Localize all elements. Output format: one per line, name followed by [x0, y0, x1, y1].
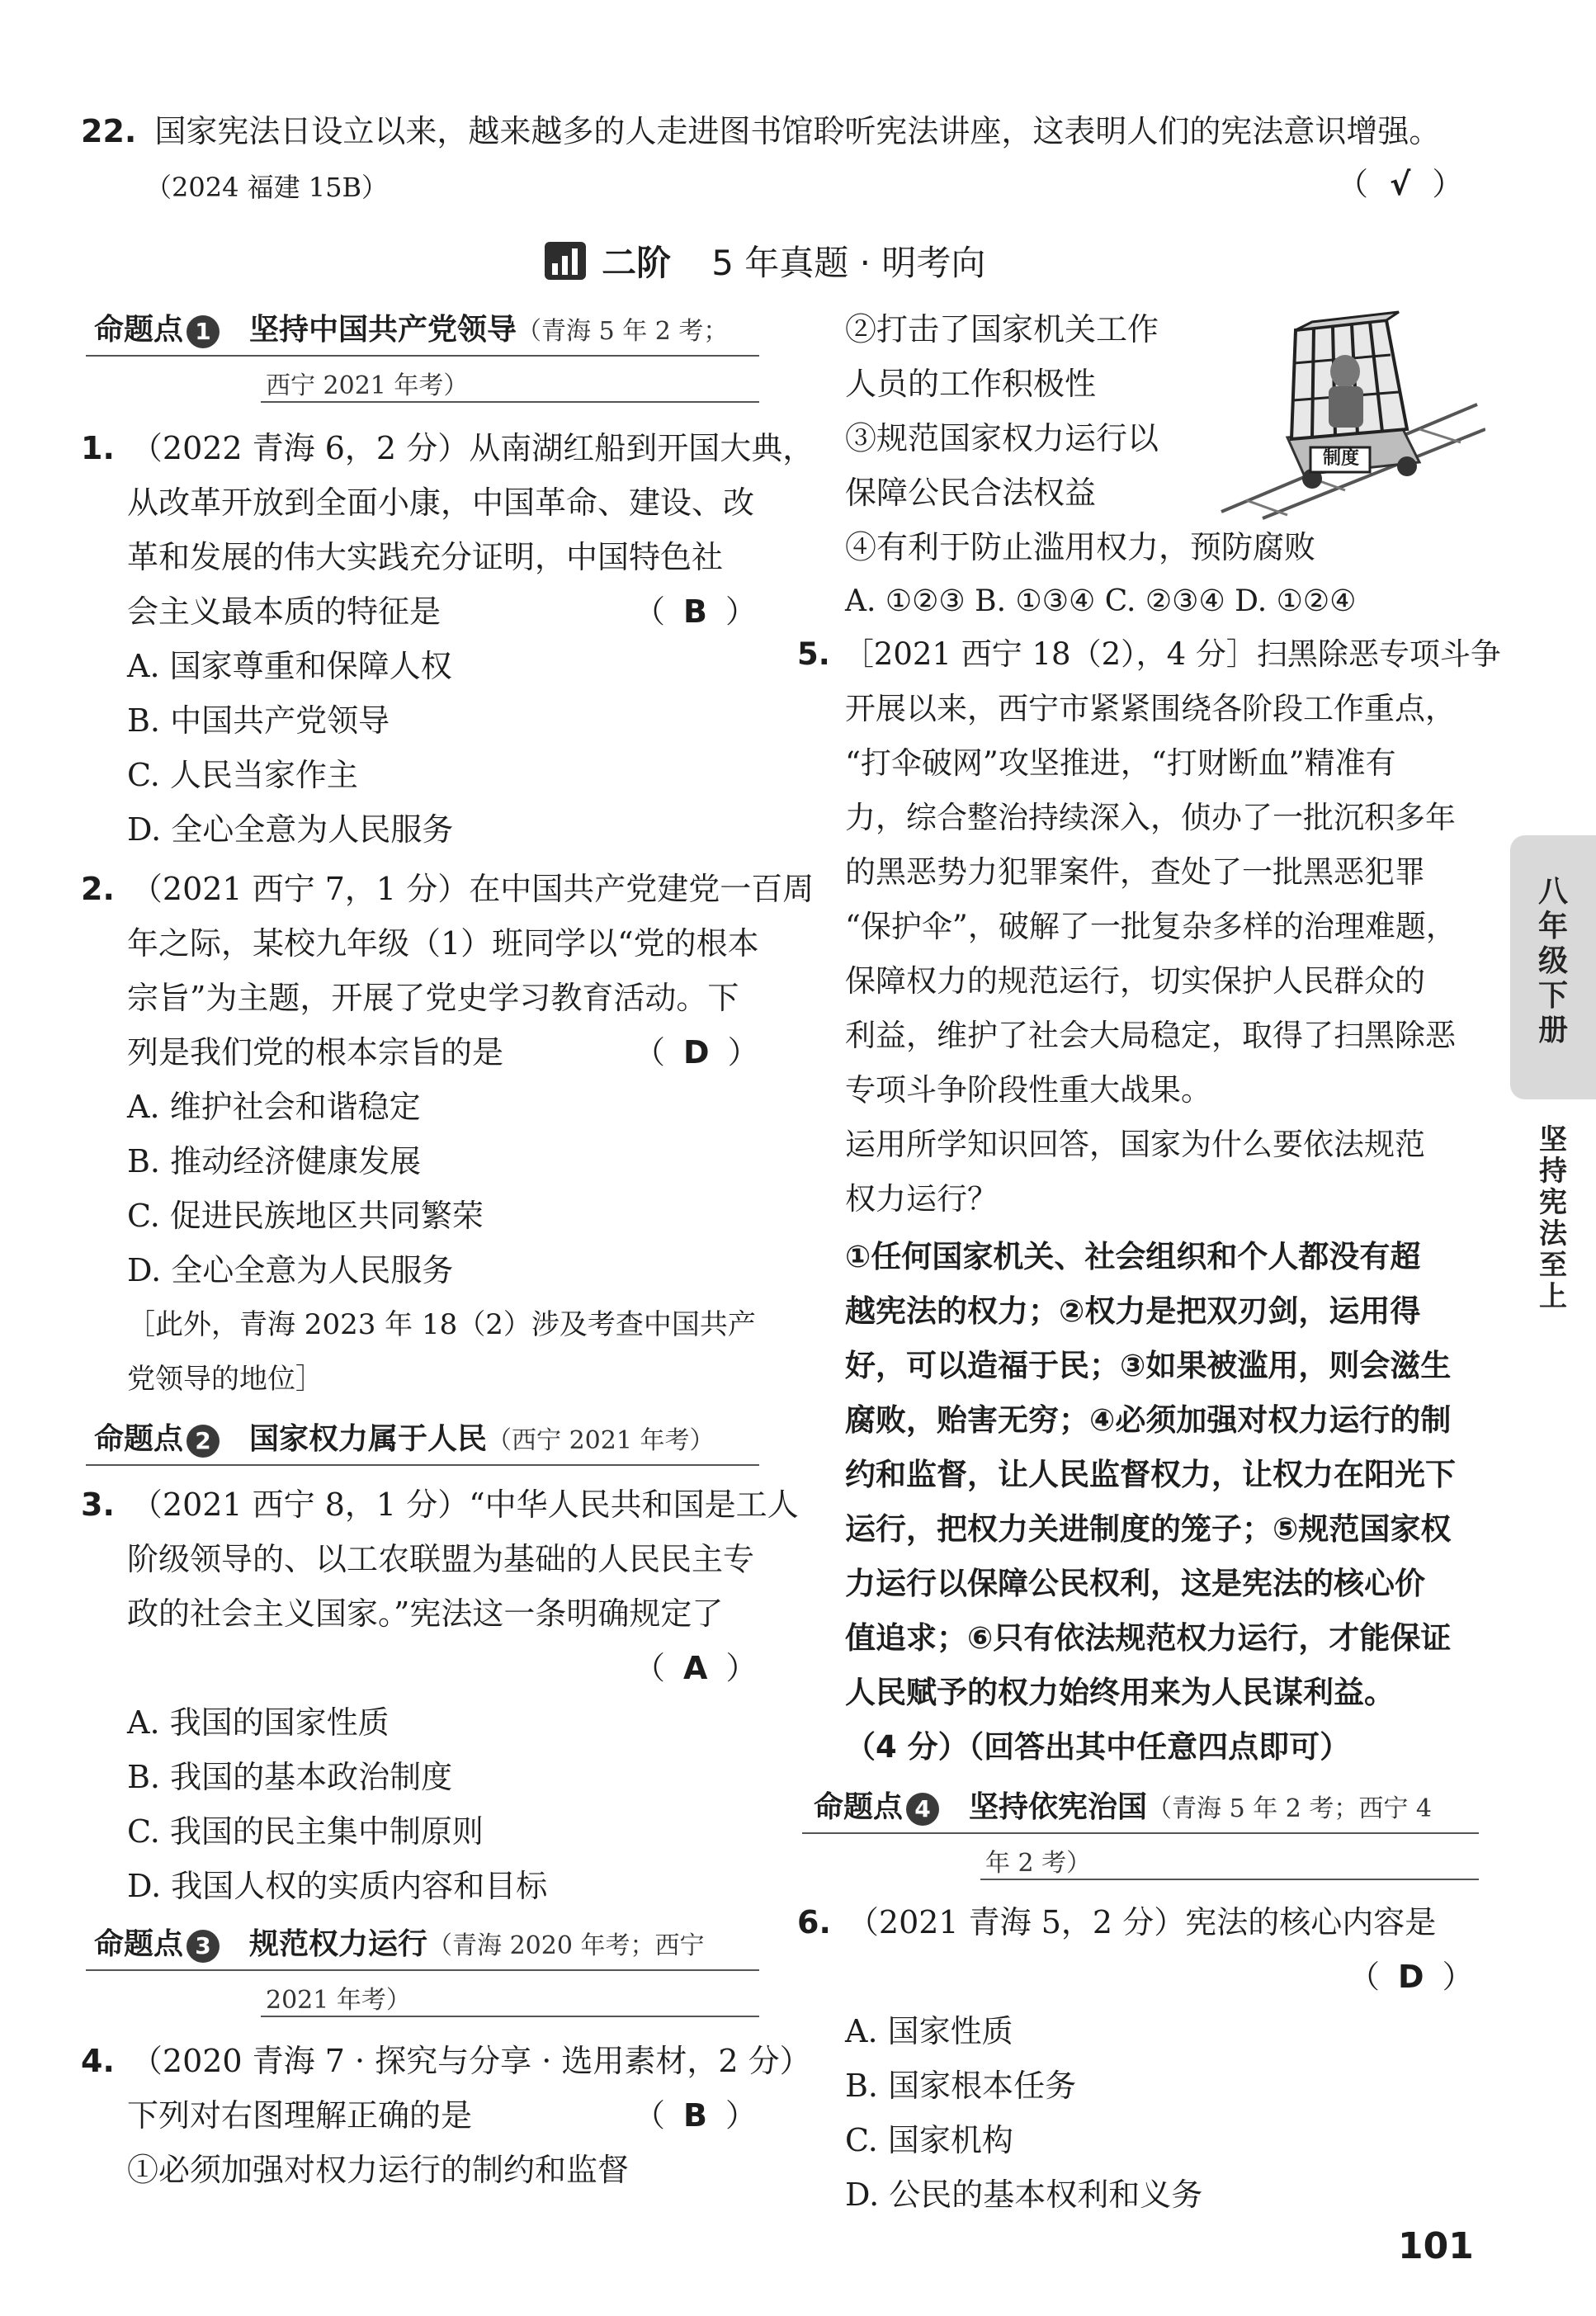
answer-bracket: （ √ ） — [1337, 166, 1464, 202]
divider — [86, 1464, 759, 1466]
divider — [86, 355, 759, 357]
question-text: 的黑恶势力犯罪案件，查处了一批黑恶犯罪 — [845, 854, 1425, 890]
question-6: 6. （2021 青海 5，2 分）宪法的核心内容是 — [797, 1904, 1437, 1940]
question-text: 会主义最本质的特征是 — [127, 593, 441, 630]
question-text: 从改革开放到全面小康，中国革命、建设、改 — [127, 484, 755, 521]
answer-text: 腐败，贻害无穷；④必须加强对权力运行的制 — [845, 1402, 1452, 1438]
statement: ②打击了国家机关工作 — [845, 311, 1159, 347]
answer-text: 越宪法的权力；②权力是把双刃剑，运用得 — [845, 1293, 1421, 1329]
answer-text: ①任何国家机关、社会组织和个人都没有超 — [845, 1239, 1421, 1274]
topic-number-badge: 4 — [906, 1793, 939, 1826]
answer-text: 力运行以保障公民权利，这是宪法的核心价 — [845, 1566, 1425, 1601]
question-text: 政的社会主义国家。”宪法这一条明确规定了 — [127, 1595, 724, 1632]
answer-text: 好，可以造福于民；③如果被滥用，则会滋生 — [845, 1348, 1452, 1383]
topic-number-badge: 3 — [187, 1930, 220, 1963]
topic-3-source-cont: 2021 年考） — [266, 1986, 411, 2015]
question-3: 3. （2021 西宁 8，1 分）“中华人民共和国是工人 — [81, 1486, 799, 1523]
question-4: 4. （2020 青海 7 · 探究与分享 · 选用素材，2 分） — [81, 2043, 811, 2079]
question-source: （2024 福建 15B） — [145, 172, 389, 203]
section-header — [545, 236, 985, 286]
answer-mark: A — [683, 1650, 708, 1686]
option: C. 国家机构 — [845, 2122, 1013, 2158]
answer-text: （4 分）（回答出其中任意四点即可） — [845, 1729, 1351, 1765]
divider — [802, 1832, 1479, 1834]
question-text: 权力运行？ — [845, 1181, 998, 1217]
option: C. 促进民族地区共同繁荣 — [127, 1198, 484, 1234]
topic-3-header: 命题点 3 规范权力运行（青海 2020 年考；西宁 — [94, 1927, 705, 1961]
question-22 — [81, 104, 1440, 158]
cage-cart-illustration — [1213, 305, 1485, 520]
answer-bracket: （ B ） — [634, 593, 757, 630]
question-text: 列是我们党的根本宗旨的是 — [127, 1034, 504, 1071]
options-line: A. ①②③ B. ①③④ C. ②③④ D. ①②④ — [845, 584, 1357, 618]
option: B. 国家根本任务 — [845, 2068, 1077, 2104]
topic-1-header: 命题点 1 坚持中国共产党领导（青海 5 年 2 考； — [94, 313, 729, 347]
question-number: 5. — [797, 636, 830, 672]
question-number: 3. — [81, 1486, 115, 1523]
option: B. 中国共产党领导 — [127, 702, 390, 739]
question-number: 2. — [81, 871, 115, 907]
answer-bracket: （ D ） — [1348, 1959, 1474, 1995]
option: A. 维护社会和谐稳定 — [127, 1089, 421, 1125]
option: D. 全心全意为人民服务 — [127, 1252, 454, 1288]
question-text: 开展以来，西宁市紧紧围绕各阶段工作重点， — [845, 691, 1456, 726]
option: A. 国家性质 — [845, 2013, 1013, 2049]
answer-mark: B — [683, 2097, 707, 2134]
option: D. 全心全意为人民服务 — [127, 811, 454, 848]
answer-bracket: （ D ） — [634, 1034, 759, 1071]
question-number: 22. — [81, 113, 137, 149]
statement: 人员的工作积极性 — [845, 366, 1097, 402]
question-text: “打伞破网”攻坚推进，“打财断血”精准有 — [845, 745, 1396, 781]
statement: ③规范国家权力运行以 — [845, 420, 1159, 456]
option: B. 推动经济健康发展 — [127, 1143, 422, 1179]
question-text: 国家宪法日设立以来，越来越多的人走进图书馆聆听宪法讲座，这表明人们的宪法意识增强。 — [154, 113, 1441, 149]
question-text: 革和发展的伟大实践充分证明，中国特色社 — [127, 539, 724, 575]
answer-text: 人民赋予的权力始终用来为人民谋利益。 — [845, 1675, 1395, 1710]
answer-mark: √ — [1390, 166, 1411, 202]
answer-text: 值追求；⑥只有依法规范权力运行，才能保证 — [845, 1620, 1452, 1656]
statement: ④有利于防止滥用权力，预防腐败 — [845, 529, 1316, 565]
answer-bracket: （ A ） — [634, 1650, 758, 1686]
option: D. 公民的基本权利和义务 — [845, 2177, 1203, 2213]
question-text: 宗旨”为主题，开展了党史学习教育活动。下 — [127, 980, 739, 1016]
answer-mark: B — [683, 593, 707, 630]
topic-1-source-cont: 西宁 2021 年考） — [266, 371, 469, 400]
unit-label: 坚 持 宪 法 至 上 — [1539, 1123, 1567, 1313]
topic-number-badge: 1 — [187, 315, 220, 348]
note: 党领导的地位］ — [127, 1363, 323, 1396]
option: B. 我国的基本政治制度 — [127, 1759, 453, 1795]
bar-chart-icon — [545, 242, 586, 280]
question-text: 年之际，某校九年级（1）班同学以“党的根本 — [127, 925, 759, 962]
section-level: 二阶 — [602, 243, 672, 283]
answer-mark: D — [1398, 1959, 1424, 1995]
section-title: 5 年真题 · 明考向 — [711, 243, 986, 283]
question-text: 力，综合整治持续深入，侦办了一批沉积多年 — [845, 800, 1456, 835]
divider — [86, 1969, 759, 1971]
divider — [980, 1879, 1479, 1880]
answer-text: 约和监督，让人民监督权力，让权力在阳光下 — [845, 1457, 1456, 1492]
question-text: 保障权力的规范运行，切实保护人民群众的 — [845, 963, 1425, 999]
divider — [261, 2016, 759, 2017]
question-text: 利益，维护了社会大局稳定，取得了扫黑除恶 — [845, 1018, 1456, 1053]
option: A. 国家尊重和保障人权 — [127, 648, 452, 684]
question-text: 专项斗争阶段性重大战果。 — [845, 1072, 1211, 1108]
topic-number-badge: 2 — [187, 1425, 220, 1458]
note: ［此外，青海 2023 年 18（2）涉及考查中国共产 — [127, 1308, 756, 1341]
option: C. 我国的民主集中制原则 — [127, 1813, 484, 1850]
answer-bracket: （ B ） — [634, 2097, 757, 2134]
question-text: 阶级领导的、以工农联盟为基础的人民民主专 — [127, 1541, 755, 1577]
page-number: 101 — [1398, 2225, 1474, 2267]
topic-4-header: 命题点 4 坚持依宪治国（青海 5 年 2 考；西宁 4 — [814, 1790, 1432, 1824]
statement: 保障公民合法权益 — [845, 475, 1097, 511]
question-text: “保护伞”，破解了一批复杂多样的治理难题， — [845, 909, 1457, 944]
grade-label: 八 年 级 下 册 — [1537, 875, 1568, 1047]
question-number: 6. — [797, 1904, 831, 1940]
question-number: 4. — [81, 2043, 115, 2079]
question-2: 2. （2021 西宁 7，1 分）在中国共产党建党一百周 — [81, 871, 815, 907]
option: A. 我国的国家性质 — [127, 1704, 390, 1741]
topic-4-source-cont: 年 2 考） — [985, 1849, 1092, 1878]
question-1: 1. （2022 青海 6，2 分）从南湖红船到开国大典， — [81, 430, 815, 466]
question-number: 1. — [81, 430, 115, 466]
option: D. 我国人权的实质内容和目标 — [127, 1868, 548, 1904]
figure-label: 制度 — [1322, 448, 1359, 469]
statement: ①必须加强对权力运行的制约和监督 — [127, 2152, 630, 2188]
question-text: 运用所学知识回答，国家为什么要依法规范 — [845, 1127, 1425, 1162]
divider — [261, 401, 759, 403]
option: C. 人民当家作主 — [127, 757, 358, 793]
answer-text: 运行，把权力关进制度的笼子；⑤规范国家权 — [845, 1511, 1452, 1547]
question-text: 下列对右图理解正确的是 — [127, 2097, 473, 2134]
topic-2-header: 命题点 2 国家权力属于人民（西宁 2021 年考） — [94, 1422, 715, 1456]
question-5: 5. ［2021 西宁 18（2），4 分］扫黑除恶专项斗争 — [797, 636, 1501, 672]
answer-mark: D — [683, 1034, 710, 1071]
